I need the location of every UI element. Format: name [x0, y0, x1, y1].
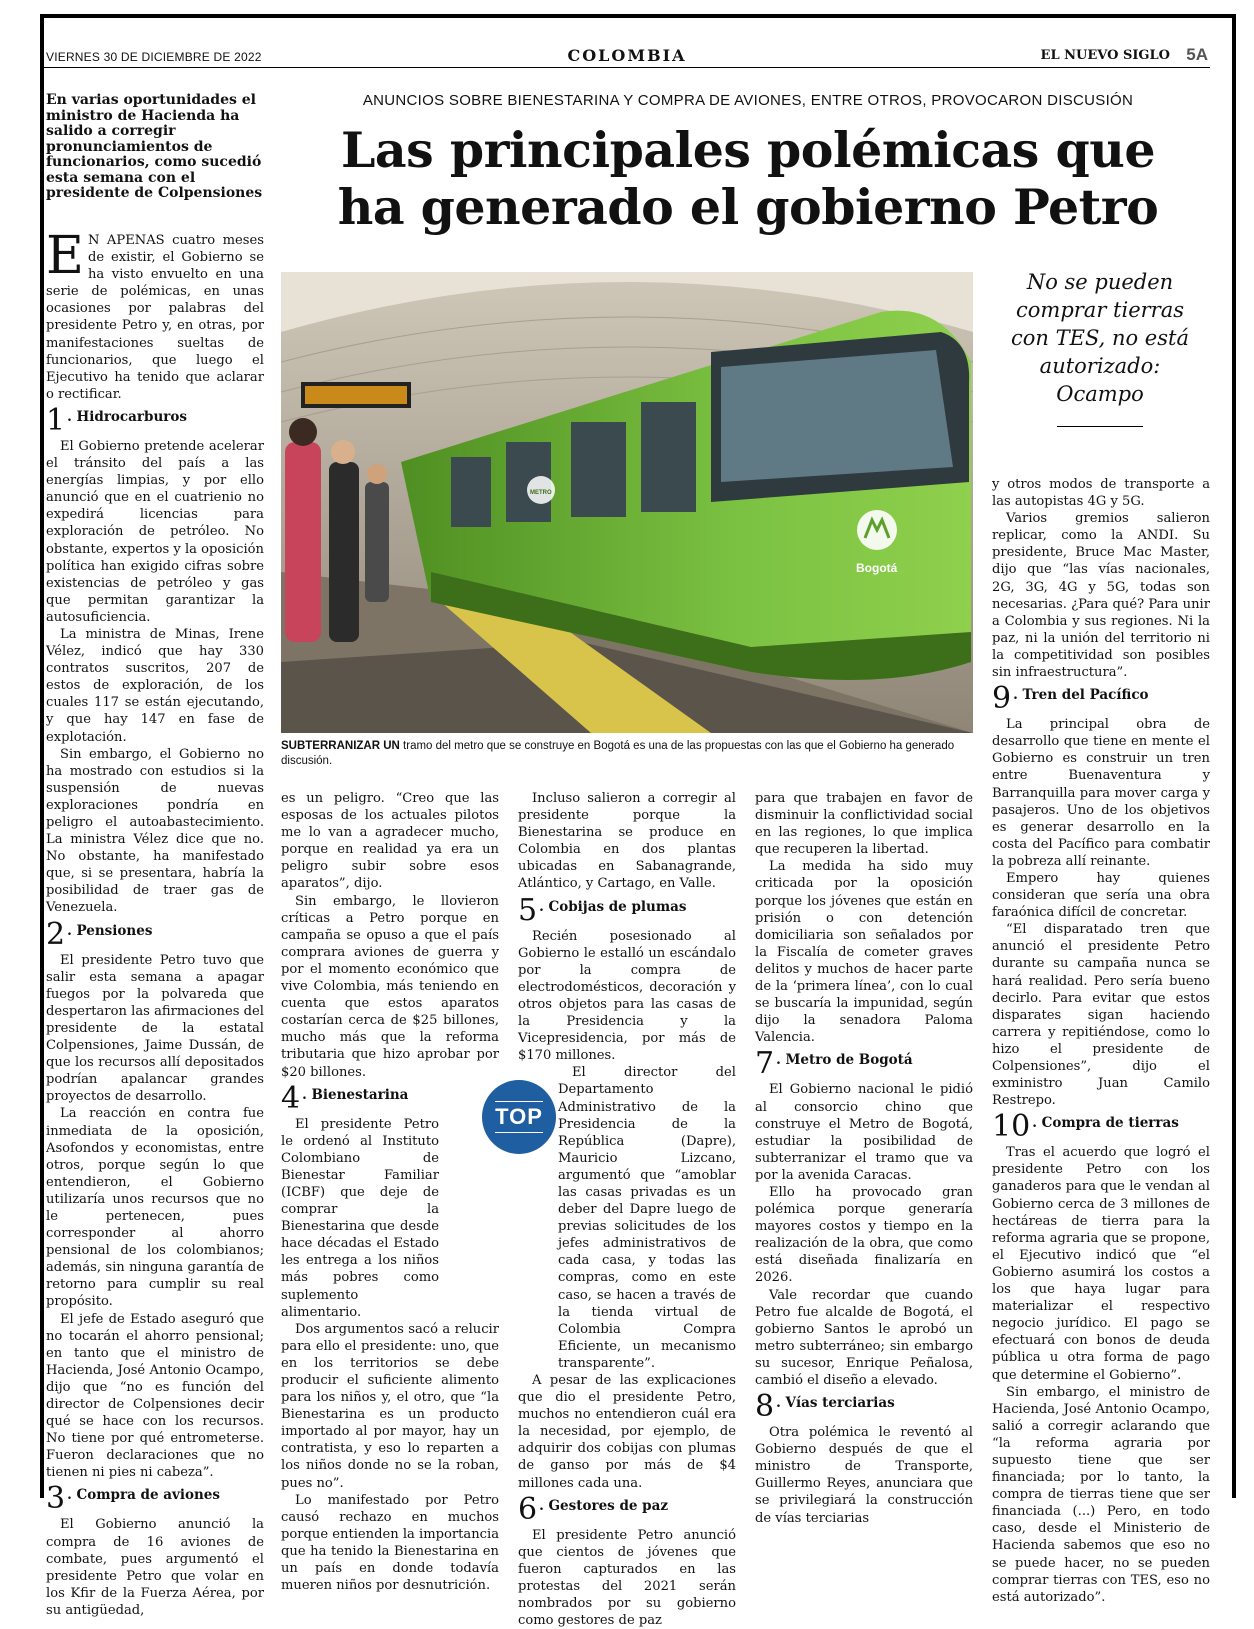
- paragraph: Sin embargo, el ministro de Hacienda, José Antonio Ocampo, salió a corregir aclarando que “la reforma agraria por supuesto tiene que ser financiada; por lo tanto, la compra de tierras tiene que ser financiada (...) Pero, en todo caso, desde el Ministerio de Hacienda sabemos que eso no se puede hacer, no se pueden comprar tierras con TES, eso no está autorizado”.: [992, 1384, 1210, 1605]
- paragraph: Tras el acuerdo que logró el presidente Petro con los ganaderos para que le vendan al Gobierno cerca de 3 millones de hectáreas de tierra para la reforma agraria que se propone, el Ejecutivo indicó que “el Gobierno asumirá los costos a los que haya lugar para materializar el respectivo negocio jurídico. El pago se efectuará con bonos de deuda pública u otra forma de pago que determine el Gobierno”.: [992, 1145, 1210, 1383]
- paragraph: Vale recordar que cuando Petro fue alcalde de Bogotá, el gobierno Santos le aprobó un metro subterráneo; sin embargo su sucesor, Enrique Peñalosa, cambió el diseño a elevado.: [755, 1287, 973, 1388]
- section-number: 10: [992, 1109, 1031, 1145]
- pull-quote-rule: [1057, 426, 1143, 427]
- paragraph: A pesar de las explicaciones que dio el presidente Petro, muchos no entendieron cuál era la necesidad, por ejemplo, de adquirir dos cobijas con plumas de ganso por más de $4 millones cada una.: [518, 1373, 736, 1491]
- column-4: [755, 790, 973, 1527]
- lede-summary: En varias oportunidades el ministro de Hacienda ha salido a corregir pronunciamientos de funcionarios, como sucedió esta semana con el presidente de Colpensiones: [46, 92, 263, 201]
- section-title: . Hidrocarburos: [67, 408, 187, 425]
- column-1: [46, 226, 264, 1619]
- paragraph: El Gobierno nacional le pidió al consorcio chino que construye el Metro de Bogotá, estudiar la posibilidad de subterranizar el tramo que va por la avenida Caracas.: [755, 1082, 973, 1183]
- drop-cap: E: [46, 226, 84, 286]
- section-number: 4: [281, 1080, 301, 1116]
- paragraph: Varios gremios salieron replicar, como la ANDI. Su presidente, Bruce Mac Master, dijo que “las vías nacionales, 2G, 3G, 4G y 5G, todas son necesarias. ¿Para qué? Para unir a Colombia y sus regiones. Ni la paz, ni la unión del territorio ni la competitividad son posibles sin infraestructura”.: [992, 511, 1210, 681]
- intro-paragraph: [46, 226, 264, 403]
- section-number: 9: [992, 681, 1012, 717]
- section-title: . Bienestarina: [302, 1086, 409, 1103]
- paragraph: La reacción en contra fue inmediata de la oposición, Asofondos y economistas, entre otros, porque según lo que entendieron, el Gobierno utilizaría unos recursos que no le pertenecen, pues corresponder al ahorro pensional de los colombianos; además, sin ninguna garantía de retorno para cumplir su real propósito.: [46, 1106, 264, 1310]
- paragraph: El jefe de Estado aseguró que no tocarán el ahorro pensional; en tanto que el ministro de Hacienda, José Antonio Ocampo, dijo que “no es función del director de Colpensiones decir qué se hace con los recursos. No tiene por qué entrometerse. Fueron declaraciones que no tienen ni pies ni cabeza”.: [46, 1311, 264, 1481]
- section-number: 6: [518, 1491, 538, 1527]
- header-page-number: 5A: [1186, 45, 1208, 64]
- paragraph: Lo manifestado por Petro causó rechazo en muchos porque entienden la importancia que ha tenido la Bienestarina en un país en donde todavía mueren niños por desnutrición.: [281, 1492, 499, 1594]
- header-rule: [44, 67, 1210, 68]
- kicker: ANUNCIOS SOBRE BIENESTARINA Y COMPRA DE AVIONES, ENTRE OTROS, PROVOCARON DISCUSIÓN: [362, 92, 1134, 109]
- section-number: 8: [755, 1389, 775, 1425]
- section-heading-7: [755, 1046, 973, 1082]
- paragraph: Dos argumentos sacó a relucir para ello el presidente: uno, que en los territorios se debe producir el suficiente alimento para los niños y, el otro, que “la Bienestarina es un producto importado al por mayor, hay un contratista, y eso lo reparten a los niños donde no se la roban, pues no”.: [281, 1321, 499, 1491]
- section-heading-8: [755, 1389, 973, 1425]
- section-title: . Gestores de paz: [539, 1497, 669, 1514]
- paragraph: El presidente Petro le ordenó al Instituto Colombiano de Bienestar Familiar (ICBF) que deje de comprar la Bienestarina que desde hace décadas el Estado les entrega a los niños más pobres como suplemento alimentario.: [281, 1116, 439, 1320]
- paragraph: Sin embargo, le llovieron críticas a Petro porque en campaña se opuso a que el país comprara aviones de guerra y por el momento económico que vive Colombia, más teniendo en cuenta que estos aparatos costarían cerca de $25 billones, mucho más que la reforma tributaria que hizo aprobar por $20 billones.: [281, 893, 499, 1080]
- paragraph: La medida ha sido muy criticada por la oposición porque los jóvenes que están en prisión o con detención domiciliaria son señalados por la Fiscalía de cometer graves delitos y muchos de hacer parte de la ‘primera línea’, con lo cual se buscaría la impunidad, según dijo la senadora Paloma Valencia.: [755, 859, 973, 1046]
- paragraph: Otra polémica le reventó al Gobierno después de que el ministro de Transporte, Guillermo Reyes, anunciara que se privilegiará la construcción de vías terciarias: [755, 1425, 973, 1526]
- section-number: 2: [46, 916, 66, 952]
- paragraph: La ministra de Minas, Irene Vélez, indicó que hay 330 contratos suscritos, 207 de estos de exploración, de los cuales 117 se están ejecutando, y que hay 147 en fase de explotación.: [46, 626, 264, 745]
- section-title: . Tren del Pacífico: [1013, 687, 1149, 704]
- section-number: 3: [46, 1481, 66, 1517]
- top-badge: [482, 1080, 556, 1154]
- section-title: . Pensiones: [67, 922, 153, 939]
- paragraph: La principal obra de desarrollo que tiene en mente el Gobierno es construir un tren entre Buenaventura y Barranquilla para mover carga y pasajeros. Uno de los objetivos es generar desarrollo en la costa del Pacífico para combatir la pobreza allí reinante.: [992, 717, 1210, 869]
- top-badge-label: TOP: [495, 1101, 543, 1133]
- headline-line: ha generado el gobierno Petro: [337, 178, 1159, 236]
- column-2: [281, 790, 499, 1594]
- section-number: 1: [46, 402, 66, 438]
- header-paper-name: EL NUEVO SIGLO: [1040, 48, 1170, 63]
- section-number: 7: [755, 1046, 775, 1082]
- section-heading-4: [281, 1080, 499, 1116]
- section-title: . Compra de tierras: [1032, 1115, 1179, 1132]
- section-heading-1: [46, 402, 264, 438]
- paragraph: Recién posesionado al Gobierno le estalló un escándalo por la compra de electrodomésticos, decoración y otros objetos para las casas de la Presidencia y la Vicepresidencia, por más de $170 millones.: [518, 928, 736, 1064]
- section-number: 5: [518, 892, 538, 928]
- headline: [290, 122, 1206, 236]
- section-heading-5: [518, 892, 736, 928]
- pull-quote: No se pueden comprar tierras con TES, no está autorizado: Ocampo: [1011, 270, 1189, 406]
- photo-caption: [281, 739, 981, 769]
- paragraph: es un peligro. “Creo que las esposas de los actuales pilotos me lo van a agradecer mucho, porque en realidad ya era un peligro subir sobre esos aparatos”, dijo.: [281, 791, 499, 892]
- train-bogota-label: Bogotá: [856, 561, 898, 575]
- paragraph: El Gobierno pretende acelerar el tránsito del país a las energías limpias, y por ello anunció que en el cuatrienio no expedirá licencias para exploración de petróleo. No obstante, expertos y la oposición política han exigido cifras sobre existencias de petróleo y gas que permitan garantizar la autosuficiencia.: [46, 438, 264, 625]
- header-section: COLOMBIA: [567, 46, 687, 65]
- metro-train-illustration: [281, 272, 973, 733]
- paragraph: Sin embargo, el Gobierno no ha mostrado con estudios si la suspensión de nuevas exploraciones pondría en peligro el autoabastecimiento. La ministra Vélez dice que no. No obstante, ha manifestado que, si se presentara, habría la posibilidad de traer gas de Venezuela.: [46, 746, 264, 916]
- caption-lead: SUBTERRANIZAR UN: [281, 740, 400, 752]
- paragraph: El Gobierno anunció la compra de 16 aviones de combate, pues argumentó el presidente Petro que volar en los Kfir de la Fuerza Aérea, por su antigüedad,: [46, 1517, 264, 1618]
- paragraph: “El disparatado tren que anunció el presidente Petro durante su campaña nunca se hará realidad. Pero sería bueno decirlo. Para evitar que estos disparates sigan haciendo carrera y repitiéndose, como lo hizo el presidente de Colpensiones”, dijo el exministro Juan Camilo Restrepo.: [992, 922, 1210, 1109]
- paragraph: y otros modos de transporte a las autopistas 4G y 5G.: [992, 477, 1210, 510]
- section-title: . Cobijas de plumas: [539, 898, 687, 915]
- paragraph: El presidente Petro anunció que cientos de jóvenes que fueron capturados en las protestas del 2021 serán nombrados por su gobierno como gestores de paz: [518, 1527, 736, 1629]
- section-title: . Metro de Bogotá: [776, 1052, 913, 1069]
- paragraph: El presidente Petro tuvo que salir esta semana a apagar fuegos por la polvareda que despertaron las afirmaciones del presidente de la estatal Colpensiones, Jaime Dussán, de que los recursos allí depositados podrían apalancar grandes proyectos de desarrollo.: [46, 952, 264, 1105]
- header-date: VIERNES 30 DE DICIEMBRE DE 2022: [46, 50, 262, 64]
- headline-line: Las principales polémicas que: [340, 121, 1156, 179]
- paragraph: Incluso salieron a corregir al presidente porque la Bienestarina se produce en Colombia en dos plantas ubicadas en Sabanagrande, Atlántico, y Cartago, en Valle.: [518, 791, 736, 892]
- column-5: [992, 476, 1210, 1606]
- paragraph: Ello ha provocado gran polémica porque generaría mayores costos y tiempo en la realización de la obra, que como está diseñada finalizaría en 2026.: [755, 1184, 973, 1286]
- column-3: [518, 790, 736, 1629]
- section-title: . Compra de aviones: [67, 1487, 220, 1504]
- train-brand-label: METRO: [530, 490, 552, 496]
- intro-text: N APENAS cuatro meses de existir, el Gobierno se ha visto envuelto en una serie de polémicas, en unas ocasiones por palabras del presidente Petro y, en otras, por manifestaciones sueltas de funcionarios, que luego el Ejecutivo ha tenido que aclarar o rectificar.: [46, 233, 264, 402]
- section-heading-3: [46, 1481, 264, 1517]
- metro-train-photo: [281, 272, 973, 733]
- section-heading-9: [992, 681, 1210, 717]
- section-heading-10: [992, 1109, 1210, 1145]
- section-heading-6: [518, 1491, 736, 1527]
- paragraph: para que trabajen en favor de disminuir la conflictividad social en las regiones, lo que implica que recuperen la libertad.: [755, 791, 973, 858]
- caption-text: tramo del metro que se construye en Bogotá es una de las propuestas con las que el Gobierno ha generado discusión.: [281, 740, 955, 767]
- paragraph: El director del Departamento Administrativo de la Presidencia de la República (Dapre), Mauricio Lizcano, argumentó que “amoblar las casas privadas es un deber del Dapre luego de previas solicitudes de los jefes administrativos de cada casa, y todas las compras, como en este caso, se hacen a través de la tienda virtual de Colombia Compra Eficiente, un mecanismo transparente”.: [558, 1065, 736, 1371]
- section-heading-2: [46, 916, 264, 952]
- section-title: . Vías terciarias: [776, 1395, 895, 1412]
- paragraph: Empero hay quienes consideran que sería una obra faraónica difícil de concretar.: [992, 870, 1210, 921]
